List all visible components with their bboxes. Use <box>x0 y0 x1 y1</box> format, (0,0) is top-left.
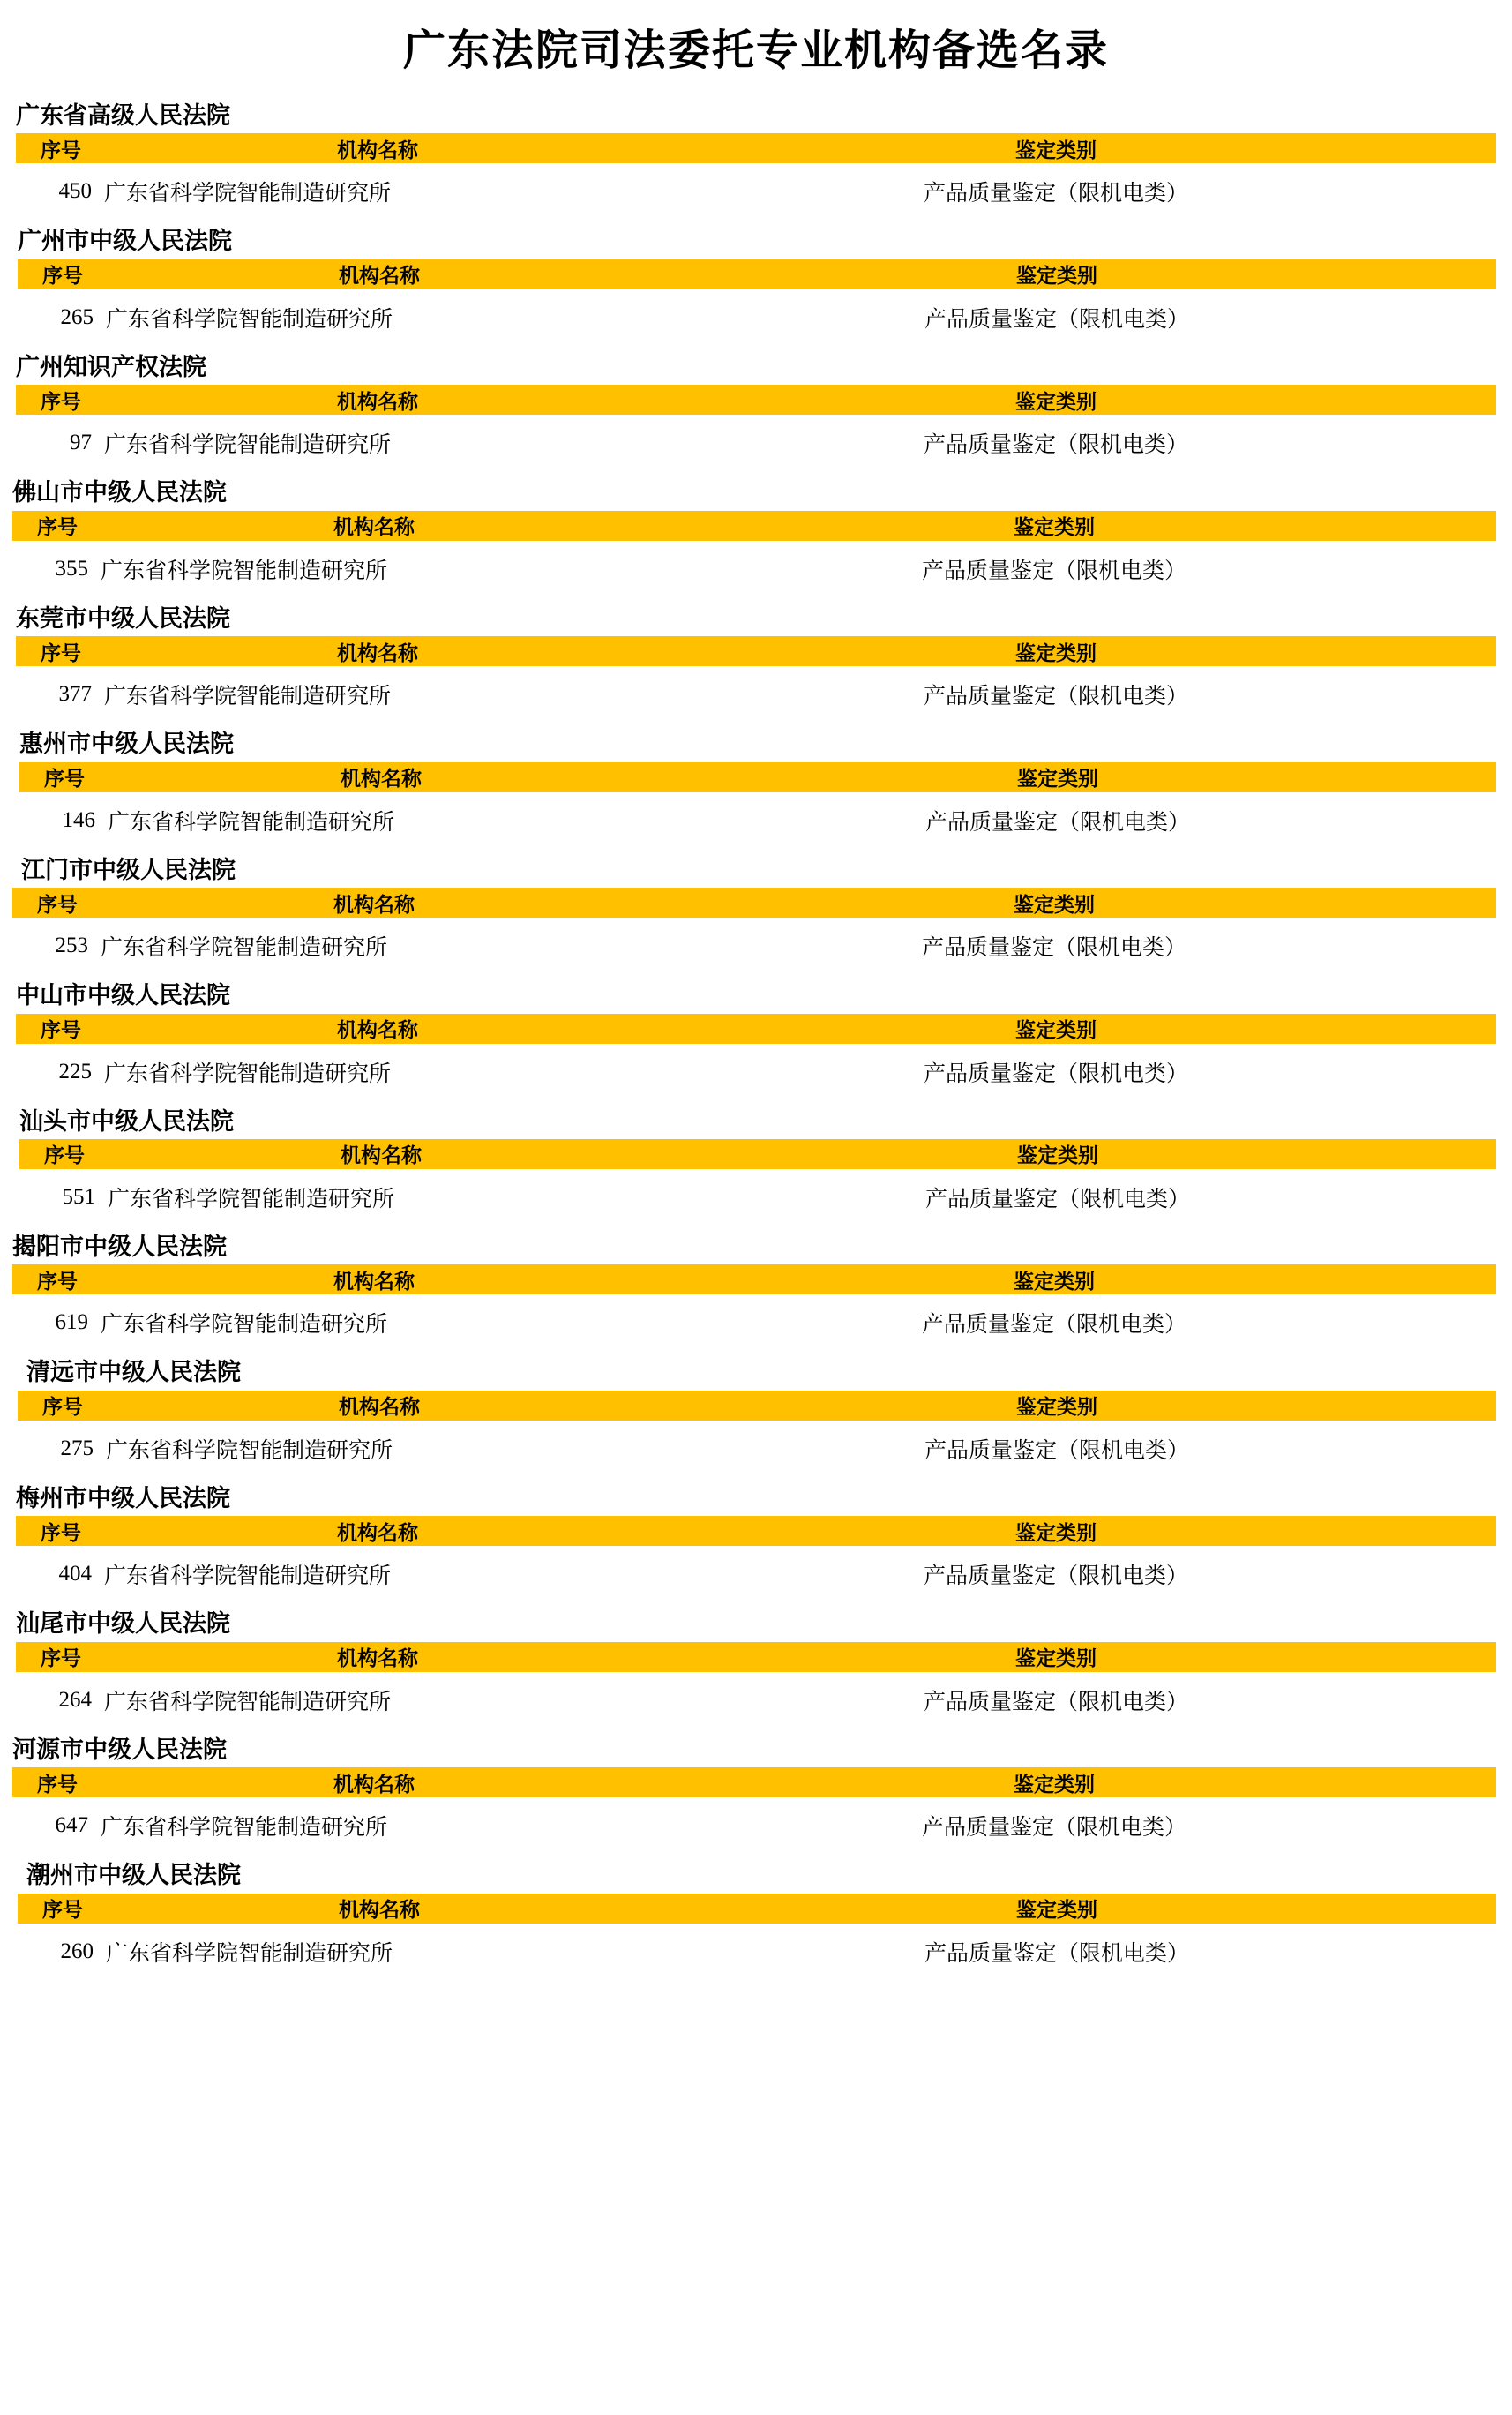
cell-institution-name: 广东省科学院智能制造研究所 <box>104 1564 392 1589</box>
cell-appraisal-type: 产品质量鉴定（限机电类） <box>921 1313 1186 1338</box>
court-block <box>19 724 1496 848</box>
column-header-name: 机构名称 <box>339 265 420 288</box>
table-row <box>12 918 1496 974</box>
table-header-row <box>16 385 1496 415</box>
court-block <box>12 1730 1496 1854</box>
column-header-name: 机构名称 <box>333 516 415 539</box>
column-header-name: 机构名称 <box>333 893 415 916</box>
cell-appraisal-type: 产品质量鉴定（限机电类） <box>924 1187 1190 1211</box>
court-block <box>16 348 1496 471</box>
table-row <box>16 1044 1496 1100</box>
court-name: 汕尾市中级人民法院 <box>16 1610 230 1638</box>
table-row <box>18 1421 1496 1477</box>
table-row <box>19 1169 1496 1226</box>
table-row <box>12 541 1496 597</box>
table-header-row <box>19 1139 1496 1169</box>
court-name: 清远市中级人民法院 <box>26 1359 241 1386</box>
cell-no: 377 <box>58 682 92 707</box>
cell-appraisal-type: 产品质量鉴定（限机电类） <box>923 1690 1188 1714</box>
cell-no: 450 <box>58 179 92 204</box>
column-header-name: 机构名称 <box>337 390 418 413</box>
court-block <box>19 1102 1496 1226</box>
column-header-no: 序号 <box>41 1521 81 1544</box>
cell-no: 225 <box>58 1059 92 1084</box>
court-block <box>12 1227 1496 1351</box>
cell-institution-name: 广东省科学院智能制造研究所 <box>101 936 388 961</box>
table-header-row <box>16 636 1496 666</box>
table-header-row <box>19 762 1496 792</box>
table-row <box>18 1924 1496 1980</box>
court-name: 梅州市中级人民法院 <box>16 1484 230 1511</box>
court-name: 江门市中级人民法院 <box>21 856 236 883</box>
cell-appraisal-type: 产品质量鉴定（限机电类） <box>923 1564 1188 1589</box>
court-block <box>18 221 1496 345</box>
cell-appraisal-type: 产品质量鉴定（限机电类） <box>923 182 1188 206</box>
column-header-type: 鉴定类别 <box>1014 893 1095 916</box>
column-header-no: 序号 <box>42 1899 83 1922</box>
court-name: 河源市中级人民法院 <box>12 1736 227 1763</box>
court-block <box>16 96 1496 220</box>
cell-appraisal-type: 产品质量鉴定（限机电类） <box>924 810 1190 835</box>
cell-institution-name: 广东省科学院智能制造研究所 <box>106 1941 393 1966</box>
cell-appraisal-type: 产品质量鉴定（限机电类） <box>923 1061 1188 1086</box>
court-name: 东莞市中级人民法院 <box>16 604 230 632</box>
page-title: 广东法院司法委托专业机构备选名录 <box>402 27 1109 74</box>
table-header-row <box>12 1264 1496 1294</box>
column-header-no: 序号 <box>37 1773 78 1796</box>
cell-no: 264 <box>58 1687 92 1712</box>
column-header-name: 机构名称 <box>333 1773 415 1796</box>
column-header-no: 序号 <box>41 1647 81 1670</box>
column-header-no: 序号 <box>37 516 78 539</box>
column-header-name: 机构名称 <box>339 1899 420 1922</box>
column-header-no: 序号 <box>42 265 83 288</box>
column-header-type: 鉴定类别 <box>1016 1899 1097 1922</box>
column-header-type: 鉴定类别 <box>1015 1019 1097 1041</box>
column-header-no: 序号 <box>42 1396 83 1419</box>
cell-no: 146 <box>62 807 95 832</box>
table-row <box>16 1672 1496 1729</box>
table-row <box>16 666 1496 723</box>
cell-appraisal-type: 产品质量鉴定（限机电类） <box>921 936 1186 961</box>
cell-no: 253 <box>55 934 88 958</box>
column-header-type: 鉴定类别 <box>1015 1647 1097 1670</box>
court-block <box>18 1856 1496 1979</box>
cell-appraisal-type: 产品质量鉴定（限机电类） <box>924 1941 1189 1966</box>
cell-appraisal-type: 产品质量鉴定（限机电类） <box>924 1438 1189 1463</box>
column-header-type: 鉴定类别 <box>1016 1396 1097 1419</box>
cell-institution-name: 广东省科学院智能制造研究所 <box>101 1816 388 1841</box>
court-block <box>18 1353 1496 1476</box>
cell-no: 275 <box>60 1436 94 1460</box>
column-header-name: 机构名称 <box>337 139 418 161</box>
table-header-row <box>16 1516 1496 1546</box>
column-header-no: 序号 <box>41 390 81 413</box>
column-header-name: 机构名称 <box>339 1396 420 1419</box>
cell-no: 647 <box>55 1813 88 1838</box>
cell-institution-name: 广东省科学院智能制造研究所 <box>104 1061 392 1086</box>
cell-institution-name: 广东省科学院智能制造研究所 <box>101 559 388 583</box>
table-header-row <box>12 511 1496 541</box>
column-header-name: 机构名称 <box>337 641 418 664</box>
column-header-type: 鉴定类别 <box>1014 1773 1095 1796</box>
column-header-no: 序号 <box>41 139 81 161</box>
table-header-row <box>18 259 1496 289</box>
cell-institution-name: 广东省科学院智能制造研究所 <box>108 810 395 835</box>
court-name: 广州知识产权法院 <box>16 353 206 380</box>
column-header-type: 鉴定类别 <box>1016 265 1097 288</box>
column-header-type: 鉴定类别 <box>1015 390 1097 413</box>
court-block <box>16 1479 1496 1602</box>
court-name: 潮州市中级人民法院 <box>26 1862 241 1889</box>
court-name: 广州市中级人民法院 <box>18 228 232 255</box>
court-name: 佛山市中级人民法院 <box>12 479 227 506</box>
cell-institution-name: 广东省科学院智能制造研究所 <box>106 1438 393 1463</box>
cell-no: 404 <box>58 1562 92 1586</box>
cell-appraisal-type: 产品质量鉴定（限机电类） <box>923 433 1188 458</box>
court-blocks-container <box>12 96 1496 1980</box>
table-row <box>12 1797 1496 1854</box>
cell-appraisal-type: 产品质量鉴定（限机电类） <box>921 559 1186 583</box>
column-header-type: 鉴定类别 <box>1015 1521 1097 1544</box>
column-header-no: 序号 <box>44 1144 85 1167</box>
table-row <box>18 289 1496 346</box>
court-name: 揭阳市中级人民法院 <box>12 1233 227 1260</box>
table-header-row <box>12 1767 1496 1797</box>
table-header-row <box>16 1642 1496 1672</box>
court-block <box>16 1604 1496 1728</box>
court-block <box>12 851 1496 974</box>
column-header-type: 鉴定类别 <box>1014 1270 1095 1293</box>
column-header-no: 序号 <box>41 1019 81 1041</box>
table-row <box>16 415 1496 471</box>
cell-no: 260 <box>60 1939 94 1963</box>
column-header-type: 鉴定类别 <box>1017 1144 1098 1167</box>
table-header-row <box>18 1894 1496 1924</box>
cell-institution-name: 广东省科学院智能制造研究所 <box>106 307 393 332</box>
table-header-row <box>16 133 1496 163</box>
cell-institution-name: 广东省科学院智能制造研究所 <box>101 1313 388 1338</box>
cell-institution-name: 广东省科学院智能制造研究所 <box>104 182 392 206</box>
cell-appraisal-type: 产品质量鉴定（限机电类） <box>924 307 1189 332</box>
cell-no: 551 <box>62 1184 95 1209</box>
court-block <box>12 473 1496 596</box>
column-header-type: 鉴定类别 <box>1014 516 1095 539</box>
cell-no: 355 <box>55 556 88 581</box>
table-header-row <box>16 1014 1496 1044</box>
table-row <box>16 1546 1496 1602</box>
document-page <box>0 16 1512 2008</box>
court-name: 广东省高级人民法院 <box>16 102 230 129</box>
court-block <box>16 599 1496 723</box>
cell-no: 97 <box>70 431 92 455</box>
cell-appraisal-type: 产品质量鉴定（限机电类） <box>921 1816 1186 1841</box>
column-header-type: 鉴定类别 <box>1015 139 1097 161</box>
court-name: 惠州市中级人民法院 <box>19 731 234 758</box>
column-header-type: 鉴定类别 <box>1015 641 1097 664</box>
cell-institution-name: 广东省科学院智能制造研究所 <box>104 433 392 458</box>
court-block <box>16 976 1496 1099</box>
cell-appraisal-type: 产品质量鉴定（限机电类） <box>923 685 1188 709</box>
court-name: 中山市中级人民法院 <box>16 982 230 1009</box>
column-header-type: 鉴定类别 <box>1017 768 1098 791</box>
table-header-row <box>18 1391 1496 1421</box>
cell-institution-name: 广东省科学院智能制造研究所 <box>104 685 392 709</box>
cell-no: 265 <box>60 304 94 329</box>
column-header-name: 机构名称 <box>333 1270 415 1293</box>
court-name: 汕头市中级人民法院 <box>19 1107 234 1135</box>
column-header-name: 机构名称 <box>341 768 422 791</box>
column-header-name: 机构名称 <box>337 1521 418 1544</box>
table-row <box>12 1294 1496 1351</box>
column-header-name: 机构名称 <box>337 1019 418 1041</box>
cell-institution-name: 广东省科学院智能制造研究所 <box>104 1690 392 1714</box>
column-header-no: 序号 <box>41 641 81 664</box>
column-header-no: 序号 <box>44 768 85 791</box>
table-header-row <box>12 888 1496 918</box>
column-header-no: 序号 <box>37 893 78 916</box>
cell-institution-name: 广东省科学院智能制造研究所 <box>108 1187 395 1211</box>
column-header-no: 序号 <box>37 1270 78 1293</box>
column-header-name: 机构名称 <box>341 1144 422 1167</box>
table-row <box>19 792 1496 849</box>
cell-no: 619 <box>55 1310 88 1335</box>
table-row <box>16 163 1496 220</box>
column-header-name: 机构名称 <box>337 1647 418 1670</box>
